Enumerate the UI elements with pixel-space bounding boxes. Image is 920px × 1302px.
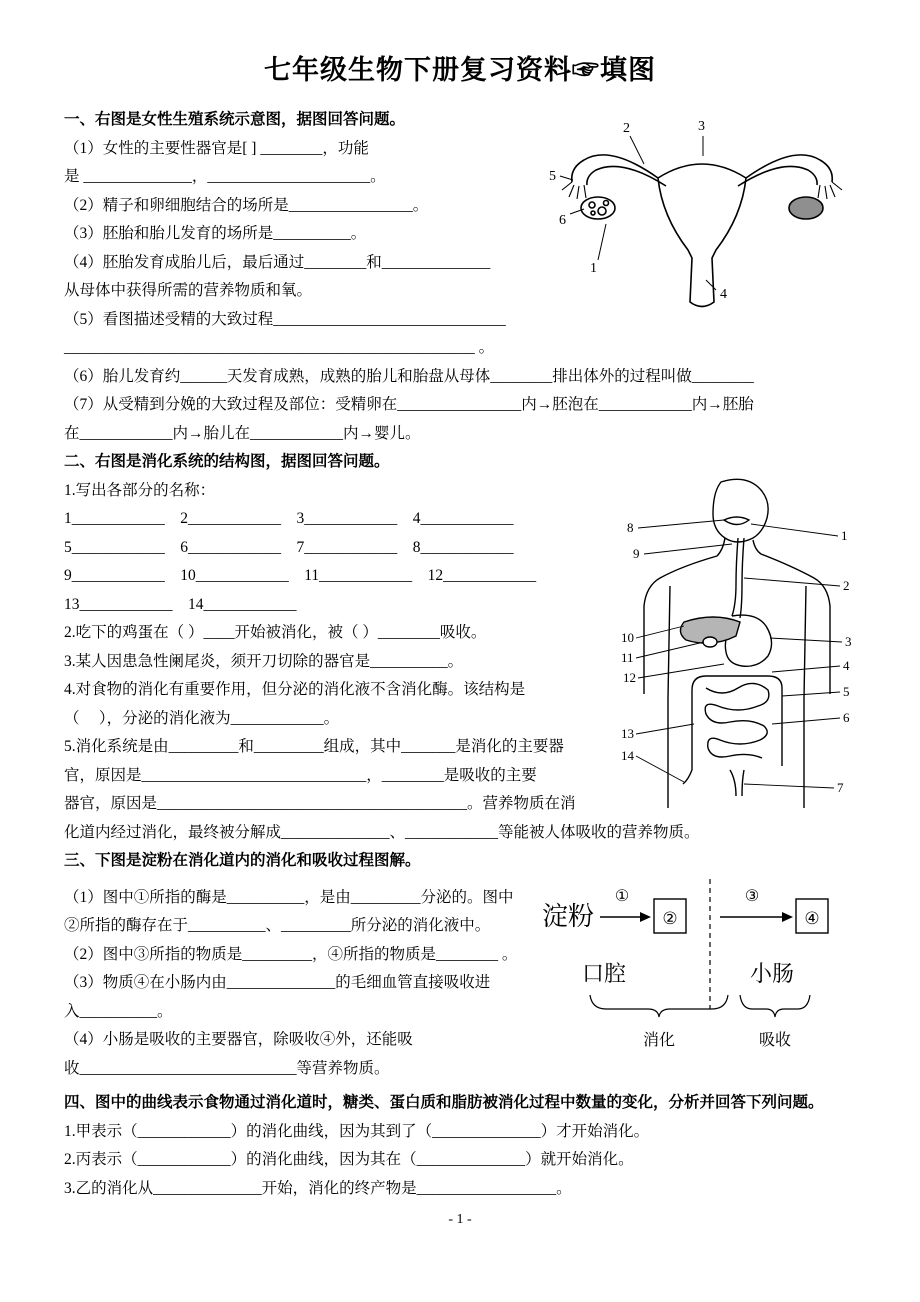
- fill-blank-line: （4）小肠是吸收的主要器官，除吸收④外，还能吸: [64, 1031, 413, 1048]
- section-1-heading: 一、右图是女性生殖系统示意图，据图回答问题。: [64, 111, 406, 128]
- leader-line: [630, 136, 644, 164]
- leader-line: [636, 724, 694, 734]
- diagram-label-12: 12: [623, 670, 636, 685]
- leader-line: [744, 784, 834, 788]
- fill-blank-line: 1____________ 2____________ 3____________ 4____________: [64, 510, 514, 527]
- page-number: - 1 -: [448, 1212, 472, 1227]
- diagram-label-1: 1: [841, 528, 848, 543]
- section-1-text-column: [64, 135, 542, 363]
- leader-line: [706, 280, 716, 290]
- diagram-label-6: 6: [559, 213, 566, 228]
- diagram-label-9: 9: [633, 546, 640, 561]
- right-arm-line: [804, 586, 806, 698]
- diagram-label-4: 4: [720, 287, 727, 302]
- follicle: [598, 207, 606, 215]
- leader-line: [636, 642, 704, 658]
- section-3-heading: 三、下图是淀粉在消化道内的消化和吸收过程图解。: [64, 852, 421, 869]
- leader-line: [598, 224, 606, 260]
- diagram-label-5: 5: [549, 169, 556, 184]
- rectum: [730, 770, 744, 796]
- right-shoulder: [753, 540, 830, 694]
- section-digestion-curves: [64, 1089, 856, 1203]
- fill-blank-line: 9____________ 10____________ 11____________ 12____________: [64, 567, 537, 584]
- diagram-label-1: 1: [590, 261, 597, 276]
- fill-blank-line: 3.乙的消化从______________开始，消化的终产物是__________________。: [64, 1179, 572, 1197]
- fill-blank-line: （5）看图描述受精的大致过程______________________________: [64, 310, 506, 328]
- section-2-full-lines: [64, 819, 856, 848]
- fill-blank-line: 3.某人因患急性阑尾炎，须开刀切除的器官是__________。: [64, 652, 464, 670]
- page-title: 七年级生物下册复习资料☞填图: [264, 55, 656, 85]
- leader-line: [744, 578, 840, 586]
- fill-blank-line: 5____________ 6____________ 7____________ 8____________: [64, 538, 514, 556]
- fill-blank-line: 是 ______________，_____________________。: [64, 168, 386, 185]
- diagram-label-11: 11: [621, 650, 634, 665]
- digestive-system-svg: [620, 472, 854, 812]
- starch-label: 淀粉: [542, 902, 595, 931]
- diagram-label-8: 8: [627, 520, 634, 535]
- diagram-label-2: 2: [843, 578, 850, 593]
- follicle: [589, 202, 595, 208]
- starch-flow-svg: [542, 877, 858, 1067]
- fill-blank-line: 2.吃下的鸡蛋在（ ）____开始被消化，被（ ）________吸收。: [64, 624, 487, 641]
- digestive-system-diagram: [620, 472, 854, 812]
- mouth-label: 口腔: [582, 961, 627, 986]
- diagram-label-5: 5: [843, 684, 850, 699]
- right-fallopian-tube: [746, 155, 832, 182]
- fill-blank-line: 1.写出各部分的名称：: [64, 481, 216, 499]
- step-3-circle: ③: [744, 888, 760, 905]
- step-1-circle: ①: [614, 888, 630, 905]
- fill-blank-line: （7）从受精到分娩的大致过程及部位：受精卵在________________内→胚泡在____________内→胚胎: [64, 396, 754, 413]
- section-3-text-column: [64, 884, 534, 1084]
- fill-blank-line: 4.对食物的消化有重要作用，但分泌的消化液不含消化酶。该结构是: [64, 681, 526, 698]
- diagram-label-2: 2: [623, 121, 630, 136]
- appendix: [683, 770, 692, 784]
- fill-blank-line: （1）女性的主要性器官是[ ] ________，功能: [64, 139, 369, 157]
- diagram-label-14: 14: [621, 748, 634, 763]
- fill-blank-line: 1.甲表示（____________）的消化曲线，因为其到了（______________）才开始消化。: [64, 1122, 650, 1140]
- fill-blank-line: 器官，原因是________________________________________。营养物质在消: [64, 795, 576, 812]
- follicle: [591, 211, 595, 215]
- mouth-cavity: [724, 517, 749, 525]
- fill-blank-line: 13____________ 14____________: [64, 595, 297, 613]
- section-starch-digestion: [64, 847, 856, 1083]
- arrow-1-head: [640, 912, 651, 922]
- fill-blank-line: 在____________内→胎儿在____________内→婴儿。: [64, 424, 421, 442]
- leader-line: [782, 692, 840, 696]
- fill-blank-line: 官，原因是_____________________________，________是吸收的主要: [64, 766, 537, 784]
- left-ovary: [581, 197, 615, 219]
- fill-blank-line: （ ），分泌的消化液为____________。: [64, 709, 340, 727]
- fill-blank-line: ②所指的酶存在于__________、_________所分泌的消化液中。: [64, 917, 491, 934]
- section-4-heading: 四、图中的曲线表示食物通过消化道时，糖类、蛋白质和脂肪被消化过程中数量的变化，分析并回答下列问题。: [64, 1094, 824, 1111]
- box-4-label: ④: [804, 909, 820, 928]
- right-fimbriae: [818, 182, 842, 199]
- fill-blank-line: 入__________。: [64, 1002, 173, 1020]
- fill-blank-line: （2）精子和卵细胞结合的场所是________________。: [64, 196, 429, 214]
- section-2-text-column: [64, 477, 616, 819]
- small-intestine: [705, 683, 769, 758]
- head-outline: [713, 479, 768, 542]
- leader-line: [636, 756, 684, 782]
- left-fimbriae: [562, 182, 586, 199]
- esophagus: [732, 538, 744, 618]
- box-2-label: ②: [662, 909, 678, 928]
- fill-blank-line: （3）物质④在小肠内由______________的毛细血管直接吸收进: [64, 974, 491, 991]
- uterus-outline: [658, 164, 746, 307]
- diagram-label-10: 10: [621, 630, 634, 645]
- digestion-brace: [590, 995, 728, 1017]
- gallbladder: [703, 637, 717, 647]
- starch-flow-diagram: [542, 877, 858, 1067]
- fill-blank-line: 从母体中获得所需的营养物质和氧。: [64, 282, 313, 299]
- fill-blank-line: （4）胚胎发育成胎儿后，最后通过________和______________: [64, 253, 491, 271]
- leader-line: [751, 524, 838, 536]
- female-reproductive-diagram: [546, 114, 858, 319]
- fill-blank-line: 5.消化系统是由_________和_________组成，其中_______是消化的主要器: [64, 738, 564, 755]
- diagram-label-7: 7: [837, 780, 844, 795]
- fill-blank-line: （2）图中③所指的物质是_________，④所指的物质是________ 。: [64, 945, 518, 963]
- diagram-label-13: 13: [621, 726, 634, 741]
- leader-line: [638, 520, 724, 528]
- section-reproductive-system: [64, 106, 856, 448]
- section-4-lines: [64, 1118, 856, 1204]
- fill-blank-line: 收____________________________等营养物质。: [64, 1059, 390, 1077]
- absorption-label: 吸收: [758, 1032, 792, 1049]
- left-fallopian-tube: [572, 155, 658, 182]
- arrow-3-head: [782, 912, 793, 922]
- fill-blank-line: （6）胎儿发育约______天发育成熟，成熟的胎儿和胎盘从母体________排出体外的过程叫做________: [64, 367, 754, 385]
- digestion-label: 消化: [642, 1032, 676, 1049]
- fill-blank-line: （1）图中①所指的酶是__________，是由_________分泌的。图中: [64, 888, 514, 906]
- fill-blank-line: （3）胚胎和胎儿发育的场所是__________。: [64, 225, 367, 242]
- section-1-full-lines: [64, 363, 856, 449]
- fill-blank-line: _____________________________________________________ 。: [64, 339, 495, 356]
- absorption-brace: [740, 995, 810, 1017]
- leader-line: [770, 638, 842, 642]
- diagram-label-4: 4: [843, 658, 850, 673]
- follicle: [604, 201, 609, 206]
- fill-blank-line: 2.丙表示（____________）的消化曲线，因为其在（______________）就开始消化。: [64, 1151, 634, 1168]
- fill-blank-line: 化道内经过消化，最终被分解成______________、____________等能被人体吸收的营养物质。: [64, 823, 700, 841]
- diagram-label-6: 6: [843, 710, 850, 725]
- small-intestine-label: 小肠: [750, 961, 795, 986]
- diagram-label-3: 3: [698, 119, 705, 134]
- female-reproductive-svg: [546, 114, 858, 319]
- right-ovary: [789, 197, 823, 219]
- leader-line: [636, 626, 684, 638]
- diagram-label-3: 3: [845, 634, 852, 649]
- left-arm-line: [668, 586, 670, 698]
- leader-line: [644, 544, 732, 554]
- section-digestive-system: [64, 448, 856, 847]
- section-2-heading: 二、右图是消化系统的结构图，据图回答问题。: [64, 453, 390, 470]
